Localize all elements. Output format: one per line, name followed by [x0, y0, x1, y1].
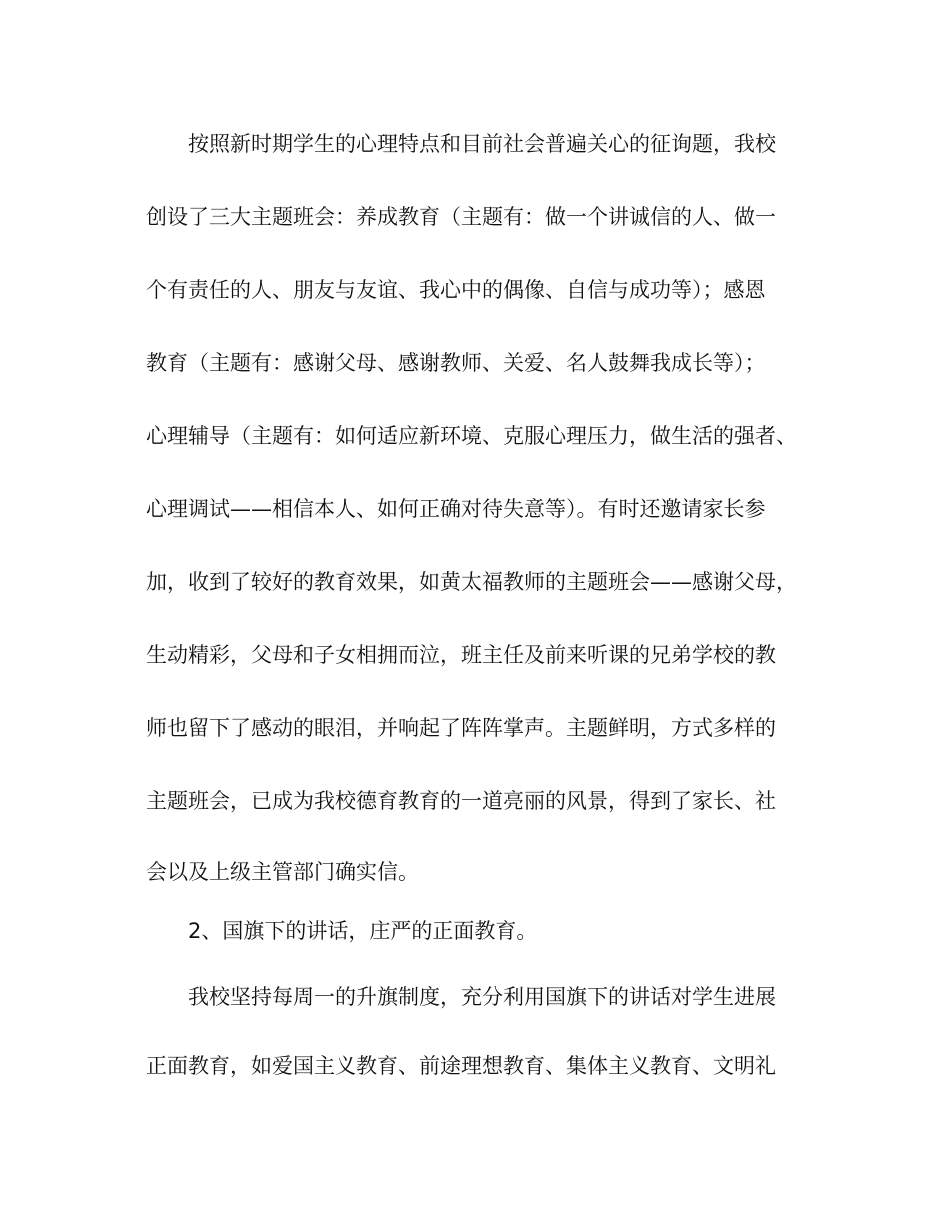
- paragraph-1-line-4: 教育（主题有：感谢父母、感谢教师、关爱、名人鼓舞我成长等）；: [146, 351, 766, 375]
- paragraph-1-line-8: 生动精彩，父母和子女相拥而泣，班主任及前来听课的兄弟学校的教: [146, 643, 776, 667]
- paragraph-1-line-6: 心理调试——相信本人、如何正确对待失意等）。有时还邀请家长参: [146, 497, 766, 521]
- paragraph-1-line-1: 按照新时期学生的心理特点和目前社会普遍关心的征询题，我校: [188, 132, 776, 156]
- paragraph-1-line-3: 个有责任的人、朋友与友谊、我心中的偶像、自信与成功等）；感恩: [146, 278, 766, 302]
- paragraph-1-line-10: 主题班会，已成为我校德育教育的一道亮丽的风景，得到了家长、社: [146, 789, 776, 813]
- paragraph-2-line-2: 正面教育，如爱国主义教育、前途理想教育、集体主义教育、文明礼: [146, 1054, 776, 1078]
- section-heading: 2、国旗下的讲话，庄严的正面教育。: [188, 919, 538, 943]
- paragraph-1-line-2: 创设了三大主题班会：养成教育（主题有：做一个讲诚信的人、做一: [146, 205, 776, 229]
- paragraph-1-line-9: 师也留下了感动的眼泪，并响起了阵阵掌声。主题鲜明，方式多样的: [146, 716, 776, 740]
- paragraph-1-line-7: 加，收到了较好的教育效果，如黄太福教师的主题班会——感谢父母，: [146, 570, 797, 594]
- paragraph-1-line-5: 心理辅导（主题有：如何适应新环境、克服心理压力，做生活的强者、: [146, 424, 797, 448]
- paragraph-1-line-11: 会以及上级主管部门确实信。: [146, 860, 419, 884]
- paragraph-2-line-1: 我校坚持每周一的升旗制度，充分利用国旗下的讲话对学生进展: [188, 985, 776, 1009]
